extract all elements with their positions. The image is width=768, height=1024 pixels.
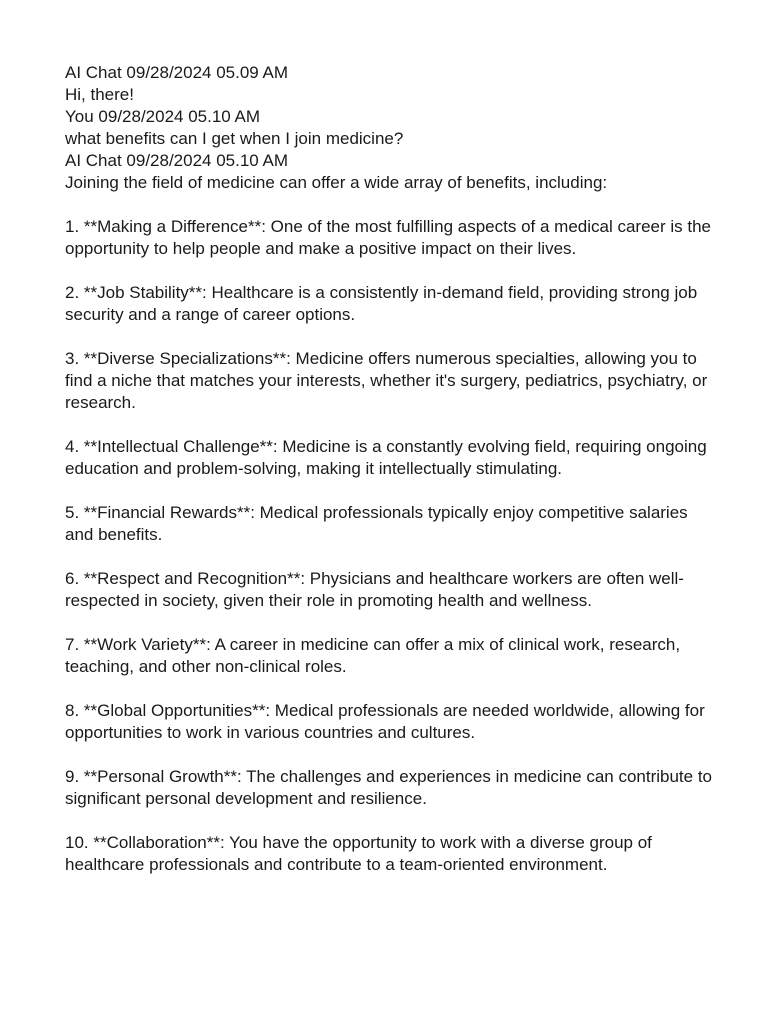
- list-item: 3. **Diverse Specializations**: Medicine offers numerous specialties, allowing you to find a niche that matches your interests, whether it's surgery, pediatrics, psychiatry, or research.: [65, 349, 708, 412]
- message-text: Hi, there!: [65, 85, 134, 104]
- list-item: 4. **Intellectual Challenge**: Medicine is a constantly evolving field, requiring ongoing education and problem-solving, making it intellectually stimulating.: [65, 437, 707, 478]
- list-item: 7. **Work Variety**: A career in medicine can offer a mix of clinical work, research, teaching, and other non-clinical roles.: [65, 635, 681, 676]
- message-header: AI Chat 09/28/2024 05.10 AM: [65, 151, 289, 170]
- chat-transcript: [65, 62, 715, 876]
- list-item: 6. **Respect and Recognition**: Physicians and healthcare workers are often well-respected in society, given their role in promoting health and wellness.: [65, 569, 684, 610]
- list-item: 2. **Job Stability**: Healthcare is a consistently in-demand field, providing strong job security and a range of career options.: [65, 283, 698, 324]
- message-header: AI Chat 09/28/2024 05.09 AM: [65, 63, 289, 82]
- spacer: [65, 480, 715, 502]
- list-item: 10. **Collaboration**: You have the opportunity to work with a diverse group of healthcare professionals and contribute to a team-oriented environment.: [65, 833, 652, 874]
- spacer: [65, 546, 715, 568]
- message-text: Joining the field of medicine can offer a wide array of benefits, including:: [65, 173, 608, 192]
- list-item: 5. **Financial Rewards**: Medical professionals typically enjoy competitive salaries and benefits.: [65, 503, 688, 544]
- spacer: [65, 194, 715, 216]
- message-header: You 09/28/2024 05.10 AM: [65, 107, 261, 126]
- message-text: what benefits can I get when I join medicine?: [65, 129, 404, 148]
- spacer: [65, 612, 715, 634]
- spacer: [65, 678, 715, 700]
- list-item: 9. **Personal Growth**: The challenges and experiences in medicine can contribute to significant personal development and resilience.: [65, 767, 713, 808]
- spacer: [65, 260, 715, 282]
- spacer: [65, 326, 715, 348]
- list-item: 8. **Global Opportunities**: Medical professionals are needed worldwide, allowing for opportunities to work in various countries and cultures.: [65, 701, 705, 742]
- spacer: [65, 810, 715, 832]
- spacer: [65, 744, 715, 766]
- list-item: 1. **Making a Difference**: One of the most fulfilling aspects of a medical career is the opportunity to help people and make a positive impact on their lives.: [65, 217, 712, 258]
- spacer: [65, 414, 715, 436]
